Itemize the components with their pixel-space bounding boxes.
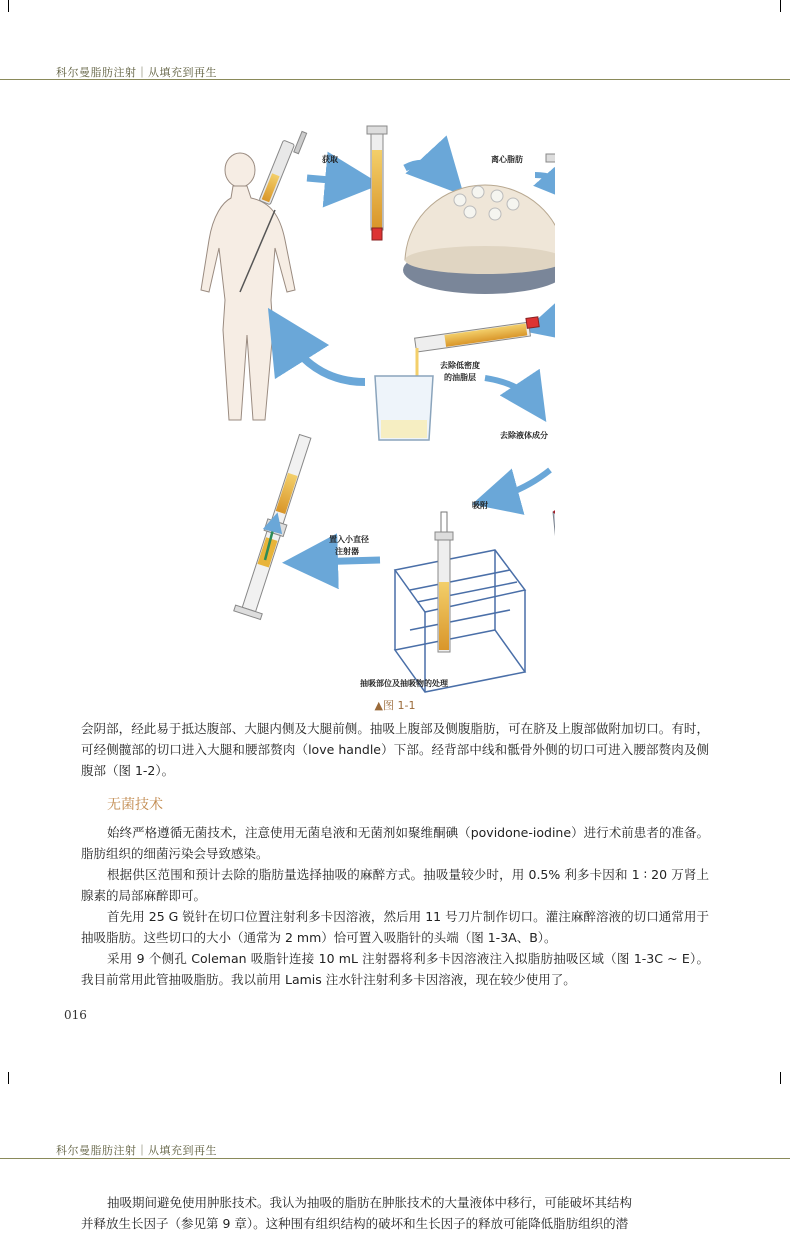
crop-mark	[8, 0, 9, 12]
beaker-icon	[375, 376, 433, 440]
label-centrifuge: 离心脂肪	[491, 155, 523, 164]
paragraph: 采用 9 个侧孔 Coleman 吸脂针连接 10 mL 注射器将利多卡因溶液注入拟脂肪抽吸区域（图 1-3C ~ E）。我目前常用此管抽吸脂肪。我以前用 Lamis 注水针注射利多卡因溶液，现在较少使用了。	[81, 951, 709, 987]
arrow-icon	[495, 470, 550, 498]
arrow-icon	[310, 560, 380, 562]
arrow-icon	[535, 175, 555, 188]
centrifuge-icon	[403, 185, 555, 294]
figure-fat-processing	[195, 120, 555, 700]
paragraph: 抽吸期间避免使用肿胀技术。我认为抽吸的脂肪在肿胀技术的大量液体中移行，可能破坏其结构	[107, 1195, 633, 1210]
paragraph: 并释放生长因子（参见第 9 章）。这种围有组织结构的破坏和生长因子的释放可能降低脂肪组织的潜	[81, 1216, 629, 1231]
arrow-icon	[307, 178, 353, 182]
paragraph: 会阴部，经此易于抵达腹部、大腿内侧及大腿前侧。抽吸上腹部及侧腹脂肪，可在脐及上腹部做附加切口。有时，可经侧髋部的切口进入大腿和腰部赘肉（love handle）下部。经背部中线和骶骨外侧的切口可进入腰部赘肉及侧腹部（图 1-2）。	[81, 721, 709, 778]
cup-icon	[553, 507, 555, 570]
human-body-icon	[201, 153, 295, 420]
paragraph: 始终严格遵循无菌技术，注意使用无菌皂液和无菌剂如聚维酮碘（povidone-iodine）进行术前患者的准备。脂肪组织的细菌污染会导致感染。	[81, 825, 709, 861]
running-head: 科尔曼脂肪注射｜从填充到再生	[56, 66, 217, 79]
fat-syringe-icon	[367, 126, 387, 240]
figure-caption: ▲图 1-1	[374, 699, 416, 712]
label-remove-oil-2: 的油脂层	[444, 373, 476, 382]
next-page-running-head: 科尔曼脂肪注射｜从填充到再生	[56, 1144, 217, 1157]
label-harvest: 获取	[322, 155, 338, 164]
label-transfer: 置入小直径	[329, 535, 369, 544]
arrow-icon	[405, 163, 445, 175]
label-remove-oil: 去除低密度	[440, 361, 480, 370]
figure-illustration	[195, 120, 555, 700]
arrow-icon	[485, 378, 533, 402]
rack-syringe-icon	[435, 512, 453, 652]
arrow-icon	[547, 285, 555, 325]
label-wick: 吸附	[472, 501, 488, 510]
next-page-body	[81, 1192, 709, 1234]
crop-mark	[8, 1072, 9, 1084]
header-rule	[0, 79, 790, 80]
syringe-rack-icon	[395, 550, 525, 692]
body-paragraph-continued	[81, 718, 709, 781]
crop-mark	[780, 0, 781, 12]
label-transfer-2: 注射器	[335, 547, 359, 556]
small-syringe-icon	[234, 432, 319, 619]
paragraph: 首先用 25 G 锐针在切口位置注射利多卡因溶液，然后用 11 号刀片制作切口。灌注麻醉溶液的切口通常用于抽吸脂肪。这些切口的大小（通常为 2 mm）恰可置入吸脂针的头端（图 1-3A、B）。	[81, 909, 709, 945]
arrow-icon	[285, 335, 365, 382]
separated-syringe-icon	[546, 154, 555, 162]
next-page-header-rule	[0, 1158, 790, 1159]
crop-mark	[780, 1072, 781, 1084]
paragraph: 根据供区范围和预计去除的脂肪量选择抽吸的麻醉方式。抽吸量较少时，用 0.5% 利多卡因和 1 ∶ 20 万肾上腺素的局部麻醉即可。	[81, 867, 709, 903]
page-number: 016	[64, 1008, 87, 1022]
section-body	[81, 822, 709, 990]
label-remove-fluid: 去除液体成分	[500, 431, 548, 440]
section-title: 无菌技术	[107, 797, 163, 813]
label-bottom: 抽吸部位及抽吸物的处理	[360, 679, 448, 688]
